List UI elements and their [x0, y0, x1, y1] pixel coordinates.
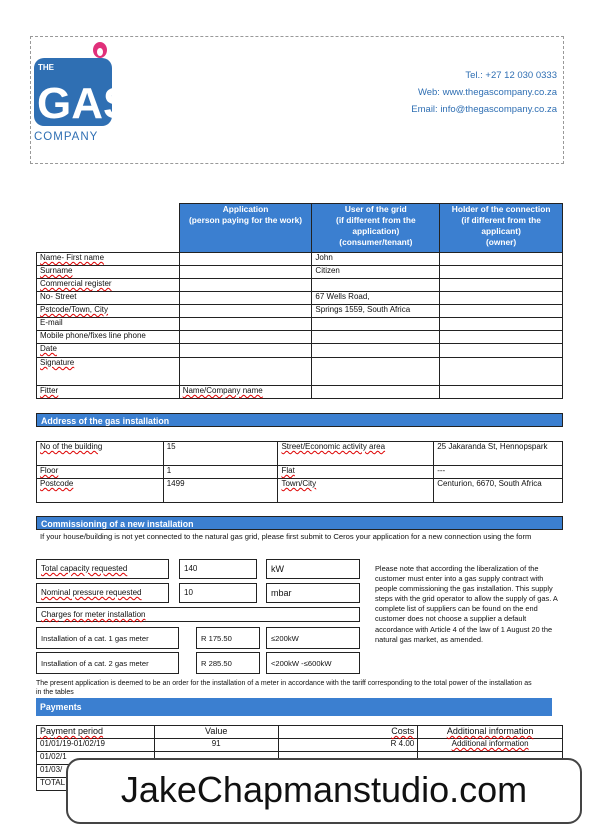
applicant-cell[interactable] — [179, 358, 312, 386]
user-cell[interactable]: John — [312, 253, 440, 266]
meter2-range: <200kW -≤600kW — [266, 652, 360, 674]
meter2-label: Installation of a cat. 2 gas meter — [36, 652, 179, 674]
holder-cell[interactable] — [440, 386, 563, 399]
meter1-range: ≤200kW — [266, 627, 360, 649]
charges-label: Charges for meter installation — [36, 607, 360, 622]
user-cell[interactable] — [312, 331, 440, 344]
commissioning-section-title: Commissioning of a new installation — [36, 516, 563, 530]
payment-period: TOTAL — [37, 778, 155, 791]
address-row — [37, 442, 563, 466]
holder-cell[interactable] — [440, 266, 563, 279]
applicant-cell[interactable] — [179, 266, 312, 279]
address-label: Postcode — [37, 479, 164, 503]
supplier-note: Please note that according the liberalization of the customer must enter into a gas supply contract with people commissioning the gas installation. This supply steps with the grid operator to allow the supply of gas. A complete list of suppliers can be found on the end customer does not choose a supplier a default accordance with Article 4 of the law of 1 August 20 the natural gas market, as amended. — [375, 564, 558, 644]
applicant-row-label: E-mail — [37, 318, 180, 331]
applicant-row-label: Pstcode/Town, City — [37, 305, 180, 318]
applicant-row — [37, 266, 563, 279]
header-holder: Holder of the connection (if different from the applicant) (owner) — [440, 204, 563, 253]
logo-bottom-text: COMPANY — [34, 131, 99, 143]
pay-header-period: Payment period — [37, 726, 155, 739]
address-value[interactable]: 15 — [163, 442, 278, 466]
pay-header-costs: Costs — [278, 726, 418, 739]
applicant-row — [37, 358, 563, 386]
applicant-row-label: Name- First name — [37, 253, 180, 266]
applicant-table — [36, 203, 563, 399]
contact-block — [411, 70, 557, 121]
payment-period: 01/01/19-01/02/19 — [37, 739, 155, 752]
pay-header-info: Additional information — [418, 726, 563, 739]
user-cell[interactable] — [312, 318, 440, 331]
capacity-unit: kW — [266, 559, 360, 579]
applicant-row-label: Fitter — [37, 386, 180, 399]
payments-section-title: Payments — [36, 698, 552, 716]
pressure-label: Nominal pressure requested — [36, 583, 169, 603]
applicant-row-label: Date — [37, 344, 180, 358]
address-label: Flat — [278, 466, 434, 479]
address-label: Town/City — [278, 479, 434, 503]
capacity-value[interactable]: 140 — [179, 559, 257, 579]
commissioning-intro: If your house/building is not yet connected to the natural gas grid, please first submit to Ceros your application for a new connection using the form — [40, 532, 532, 541]
applicant-row-label: Commercial register — [37, 279, 180, 292]
order-note: The present application is deemed to be an order for the installation of a meter in accordance with the tariff corresponding to the total power of the installation as in the tables — [36, 680, 532, 696]
address-table — [36, 441, 563, 503]
payment-period: 01/02/1 — [37, 752, 155, 765]
user-cell[interactable] — [312, 358, 440, 386]
applicant-cell[interactable] — [179, 279, 312, 292]
applicant-row — [37, 279, 563, 292]
meter2-price: R 285.50 — [196, 652, 260, 674]
gas-company-logo — [32, 38, 133, 146]
holder-cell[interactable] — [440, 253, 563, 266]
address-row — [37, 479, 563, 503]
address-value[interactable]: Centurion, 6670, South Africa — [434, 479, 563, 503]
contact-web: Web: www.thegascompany.co.za — [417, 87, 557, 98]
payment-period: 01/03/ — [37, 765, 155, 778]
logo-main-text: GAS — [37, 79, 133, 128]
user-cell[interactable]: 67 Wells Road, — [312, 292, 440, 305]
pressure-value[interactable]: 10 — [179, 583, 257, 603]
address-value[interactable]: 1499 — [163, 479, 278, 503]
address-value[interactable]: 25 Jakaranda St, Hennopspark — [434, 442, 563, 466]
holder-cell[interactable] — [440, 292, 563, 305]
header-application: Application (person paying for the work) — [179, 204, 312, 253]
user-cell[interactable]: Citizen — [312, 266, 440, 279]
meter1-label: Installation of a cat. 1 gas meter — [36, 627, 179, 649]
applicant-row — [37, 253, 563, 266]
applicant-row — [37, 305, 563, 318]
header-user-of-grid: User of the grid (if different from the application) (consumer/tenant) — [312, 204, 440, 253]
applicant-row-label: Surname — [37, 266, 180, 279]
payment-costs: R 4.00 — [278, 739, 418, 752]
address-label: Floor — [37, 466, 164, 479]
applicant-cell[interactable] — [179, 253, 312, 266]
applicant-row — [37, 344, 563, 358]
applicant-row-label: Signature — [37, 358, 180, 386]
applicant-cell[interactable] — [179, 292, 312, 305]
user-cell[interactable] — [312, 279, 440, 292]
address-section-title: Address of the gas installation — [36, 413, 563, 427]
address-row — [37, 466, 563, 479]
address-label: No of the building — [37, 442, 164, 466]
address-label: Street/Economic activity area — [278, 442, 434, 466]
applicant-row — [37, 318, 563, 331]
payment-row — [37, 739, 563, 752]
holder-cell[interactable] — [440, 279, 563, 292]
watermark-banner: JakeChapmanstudio.com — [66, 758, 582, 824]
applicant-cell[interactable] — [179, 305, 312, 318]
holder-cell[interactable] — [440, 318, 563, 331]
user-cell[interactable]: Springs 1559, South Africa — [312, 305, 440, 318]
pay-header-value: Value — [154, 726, 278, 739]
contact-email: Email: info@thegascompany.co.za — [411, 104, 557, 115]
applicant-cell[interactable] — [179, 344, 312, 358]
holder-cell[interactable] — [440, 344, 563, 358]
applicant-row — [37, 386, 563, 399]
meter1-price: R 175.50 — [196, 627, 260, 649]
applicant-cell[interactable]: Name/Company name — [179, 386, 312, 399]
payment-info: Additional information — [418, 739, 563, 752]
applicant-row-label: Mobile phone/fixes line phone — [37, 331, 180, 344]
logo-top-text: THE — [38, 63, 54, 72]
applicant-row — [37, 292, 563, 305]
applicant-cell[interactable] — [179, 318, 312, 331]
holder-cell[interactable] — [440, 331, 563, 344]
contact-tel: Tel.: +27 12 030 0333 — [465, 70, 557, 81]
holder-cell[interactable] — [440, 305, 563, 318]
user-cell[interactable] — [312, 386, 440, 399]
applicant-row-label: No- Street — [37, 292, 180, 305]
address-value[interactable]: 1 — [163, 466, 278, 479]
applicant-row — [37, 331, 563, 344]
capacity-label: Total capacity requested — [36, 559, 169, 579]
payment-value: 91 — [154, 739, 278, 752]
pressure-unit: mbar — [266, 583, 360, 603]
applicant-cell[interactable] — [179, 331, 312, 344]
holder-cell[interactable] — [440, 358, 563, 386]
user-cell[interactable] — [312, 344, 440, 358]
address-value[interactable]: --- — [434, 466, 563, 479]
